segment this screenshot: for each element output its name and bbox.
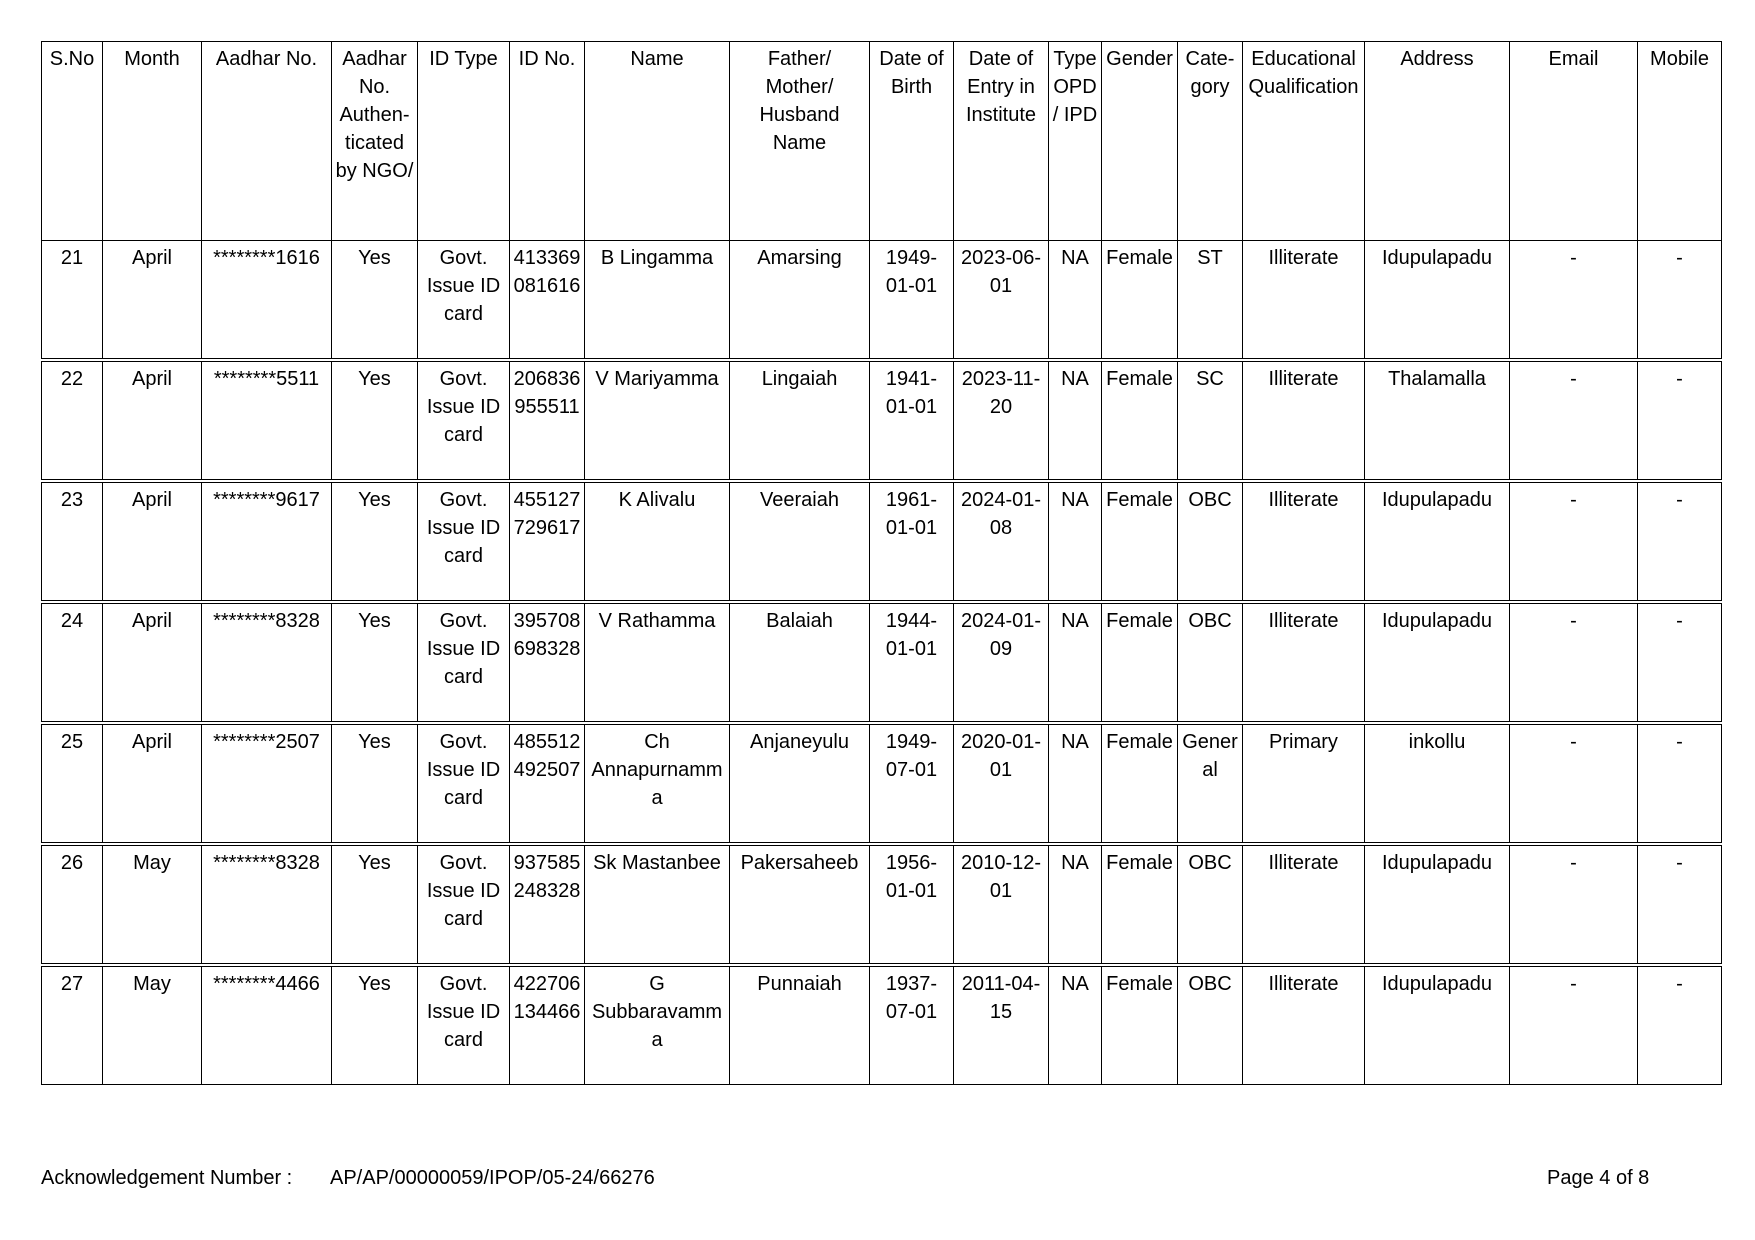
table-cell: ********8328 [202, 844, 332, 965]
table-cell: Female [1102, 481, 1178, 602]
table-row [42, 844, 1722, 965]
table-row [42, 481, 1722, 602]
table-header [42, 42, 1722, 241]
table-cell: Govt. Issue ID card [418, 844, 510, 965]
table-cell: - [1510, 481, 1638, 602]
table-cell: 206836 955511 [510, 360, 585, 481]
table-cell: Idupulapadu [1365, 241, 1510, 361]
column-header: Aadhar No. [202, 42, 332, 241]
table-cell: - [1638, 360, 1722, 481]
table-cell: Yes [332, 965, 418, 1085]
column-header: ID No. [510, 42, 585, 241]
table-cell: Yes [332, 844, 418, 965]
table-cell: Yes [332, 723, 418, 844]
table-cell: Yes [332, 360, 418, 481]
table-cell: Lingaiah [730, 360, 870, 481]
table-cell: inkollu [1365, 723, 1510, 844]
table-cell: - [1638, 965, 1722, 1085]
table-cell: 23 [42, 481, 103, 602]
table-cell: OBC [1178, 965, 1243, 1085]
column-header: Gender [1102, 42, 1178, 241]
table-cell: ********4466 [202, 965, 332, 1085]
table-cell: OBC [1178, 481, 1243, 602]
column-header: Email [1510, 42, 1638, 241]
table-cell: Female [1102, 844, 1178, 965]
table-cell: Illiterate [1243, 844, 1365, 965]
table-cell: ********8328 [202, 602, 332, 723]
table-cell: 413369 081616 [510, 241, 585, 361]
table-cell: 2024-01- 08 [954, 481, 1049, 602]
table-cell: Idupulapadu [1365, 844, 1510, 965]
table-cell: Illiterate [1243, 241, 1365, 361]
table-cell: Anjaneyulu [730, 723, 870, 844]
table-cell: - [1638, 844, 1722, 965]
table-cell: - [1510, 965, 1638, 1085]
table-cell: Govt. Issue ID card [418, 965, 510, 1085]
table-cell: 1949- 01-01 [870, 241, 954, 361]
table-cell: Female [1102, 723, 1178, 844]
table-cell: 26 [42, 844, 103, 965]
table-cell: Yes [332, 481, 418, 602]
table-cell: - [1510, 360, 1638, 481]
table-cell: Gener al [1178, 723, 1243, 844]
table-cell: 1941- 01-01 [870, 360, 954, 481]
table-cell: April [103, 360, 202, 481]
table-cell: ********1616 [202, 241, 332, 361]
table-cell: ********2507 [202, 723, 332, 844]
table-cell: 1961- 01-01 [870, 481, 954, 602]
table-cell: NA [1049, 965, 1102, 1085]
table-cell: 21 [42, 241, 103, 361]
table-cell: 1949- 07-01 [870, 723, 954, 844]
column-header: Educational Qualification [1243, 42, 1365, 241]
table-cell: - [1510, 723, 1638, 844]
table-cell: Govt. Issue ID card [418, 723, 510, 844]
table-cell: Punnaiah [730, 965, 870, 1085]
table-cell: ST [1178, 241, 1243, 361]
table-cell: NA [1049, 844, 1102, 965]
table-cell: 1944- 01-01 [870, 602, 954, 723]
table-cell: 937585 248328 [510, 844, 585, 965]
table-cell: NA [1049, 481, 1102, 602]
table-cell: Female [1102, 241, 1178, 361]
table-cell: April [103, 602, 202, 723]
table-cell: Female [1102, 360, 1178, 481]
table-cell: Female [1102, 965, 1178, 1085]
table-cell: 2023-06- 01 [954, 241, 1049, 361]
table-cell: 422706 134466 [510, 965, 585, 1085]
beneficiary-table-container [41, 41, 1721, 1085]
header-row [42, 42, 1722, 241]
column-header: Mobile [1638, 42, 1722, 241]
table-cell: Idupulapadu [1365, 481, 1510, 602]
table-cell: 1956- 01-01 [870, 844, 954, 965]
table-cell: 485512 492507 [510, 723, 585, 844]
table-cell: Illiterate [1243, 965, 1365, 1085]
column-header: Aadhar No. Authen- ticated by NGO/ [332, 42, 418, 241]
table-cell: Primary [1243, 723, 1365, 844]
table-cell: Govt. Issue ID card [418, 360, 510, 481]
table-cell: 395708 698328 [510, 602, 585, 723]
table-cell: B Lingamma [585, 241, 730, 361]
table-cell: Yes [332, 241, 418, 361]
table-cell: SC [1178, 360, 1243, 481]
table-cell: April [103, 723, 202, 844]
table-cell: 2024-01- 09 [954, 602, 1049, 723]
beneficiary-table [41, 41, 1722, 1085]
table-cell: - [1638, 241, 1722, 361]
table-cell: Thalamalla [1365, 360, 1510, 481]
table-cell: V Rathamma [585, 602, 730, 723]
table-cell: Sk Mastanbee [585, 844, 730, 965]
table-cell: NA [1049, 723, 1102, 844]
table-cell: ********9617 [202, 481, 332, 602]
column-header: Cate- gory [1178, 42, 1243, 241]
table-row [42, 602, 1722, 723]
table-cell: Illiterate [1243, 602, 1365, 723]
table-cell: Ch Annapurnamm a [585, 723, 730, 844]
table-cell: Pakersaheeb [730, 844, 870, 965]
table-cell: Idupulapadu [1365, 602, 1510, 723]
column-header: Date of Birth [870, 42, 954, 241]
table-cell: - [1638, 602, 1722, 723]
table-cell: - [1638, 481, 1722, 602]
table-cell: V Mariyamma [585, 360, 730, 481]
table-cell: - [1510, 844, 1638, 965]
table-cell: 2011-04- 15 [954, 965, 1049, 1085]
table-cell: April [103, 481, 202, 602]
column-header: S.No [42, 42, 103, 241]
table-cell: Illiterate [1243, 360, 1365, 481]
column-header: Date of Entry in Institute [954, 42, 1049, 241]
table-body [42, 241, 1722, 1085]
column-header: ID Type [418, 42, 510, 241]
table-row [42, 360, 1722, 481]
table-cell: NA [1049, 602, 1102, 723]
table-cell: 25 [42, 723, 103, 844]
column-header: Type OPD / IPD [1049, 42, 1102, 241]
table-row [42, 241, 1722, 361]
table-cell: OBC [1178, 844, 1243, 965]
acknowledgement-label: Acknowledgement Number : [41, 1167, 293, 1189]
table-cell: 1937- 07-01 [870, 965, 954, 1085]
column-header: Father/ Mother/ Husband Name [730, 42, 870, 241]
page-number: Page 4 of 8 [1547, 1167, 1650, 1189]
table-cell: Govt. Issue ID card [418, 241, 510, 361]
table-cell: May [103, 844, 202, 965]
table-cell: Idupulapadu [1365, 965, 1510, 1085]
table-cell: OBC [1178, 602, 1243, 723]
table-cell: Female [1102, 602, 1178, 723]
table-cell: NA [1049, 360, 1102, 481]
column-header: Address [1365, 42, 1510, 241]
table-cell: Amarsing [730, 241, 870, 361]
table-cell: NA [1049, 241, 1102, 361]
column-header: Month [103, 42, 202, 241]
table-cell: - [1510, 241, 1638, 361]
table-cell: 2020-01- 01 [954, 723, 1049, 844]
table-cell: May [103, 965, 202, 1085]
table-cell: 27 [42, 965, 103, 1085]
acknowledgement-number: AP/AP/00000059/IPOP/05-24/66276 [330, 1167, 655, 1189]
table-cell: G Subbaravamm a [585, 965, 730, 1085]
table-cell: - [1638, 723, 1722, 844]
table-cell: 455127 729617 [510, 481, 585, 602]
table-cell: K Alivalu [585, 481, 730, 602]
table-cell: Yes [332, 602, 418, 723]
column-header: Name [585, 42, 730, 241]
table-cell: Balaiah [730, 602, 870, 723]
table-cell: Illiterate [1243, 481, 1365, 602]
table-cell: Govt. Issue ID card [418, 602, 510, 723]
table-row [42, 965, 1722, 1085]
table-row [42, 723, 1722, 844]
table-cell: ********5511 [202, 360, 332, 481]
table-cell: - [1510, 602, 1638, 723]
table-cell: 2010-12- 01 [954, 844, 1049, 965]
table-cell: 24 [42, 602, 103, 723]
table-cell: Govt. Issue ID card [418, 481, 510, 602]
table-cell: April [103, 241, 202, 361]
table-cell: Veeraiah [730, 481, 870, 602]
table-cell: 22 [42, 360, 103, 481]
table-cell: 2023-11- 20 [954, 360, 1049, 481]
